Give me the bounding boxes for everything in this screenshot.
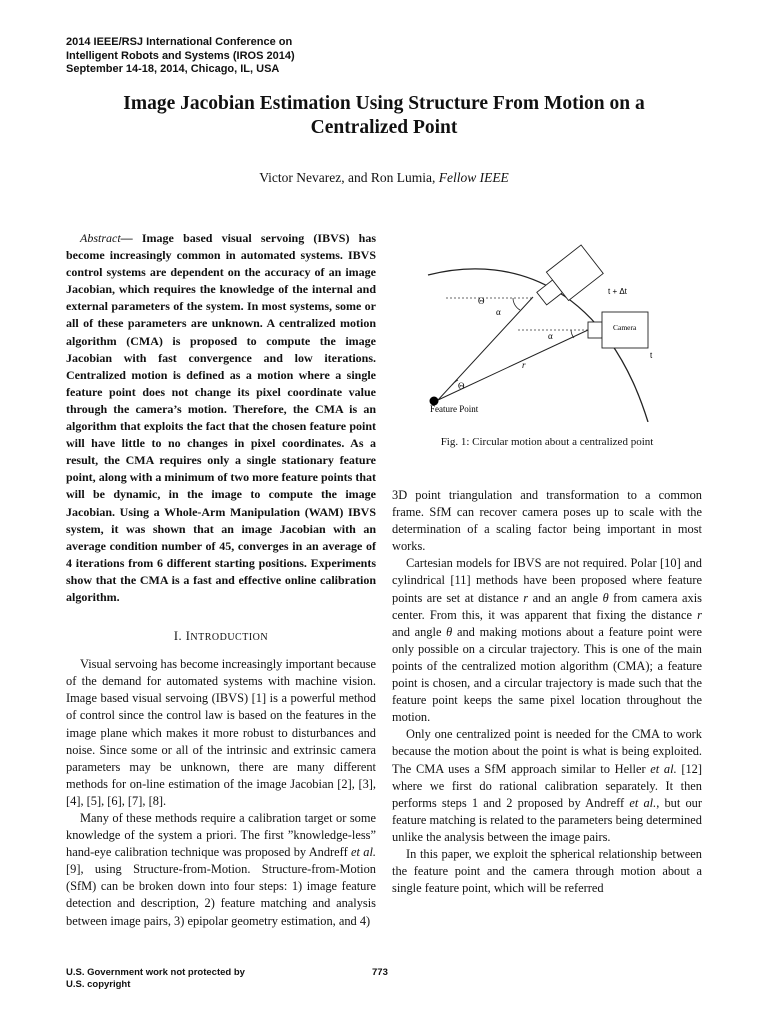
conference-line-3: September 14-18, 2014, Chicago, IL, USA xyxy=(66,63,280,75)
right-paragraph-0: 3D point triangulation and transformation to a common frame. SfM can recover camera poses up to scale with the determination of a scaling factor being important in most works. xyxy=(392,488,702,554)
section-number: I. xyxy=(173,629,186,644)
author-line xyxy=(60,170,708,186)
page-number: 773 xyxy=(372,967,388,978)
section-title-rest: NTRODUCTION xyxy=(190,632,269,644)
right-column xyxy=(392,487,702,897)
rp2-a: Only one centralized point is needed for the CMA to work because the motion about the point is what is being exploited. The CMA uses a SfM approach similar to Heller xyxy=(392,727,702,776)
rp1-b: and an angle xyxy=(528,590,603,605)
rp1-e: and making motions about a feature point were only possible on a circular trajectory. This is one of the main points of the centralized motion algorithm (CMA); a feature point is chosen, and a circular trajectory is made such that the feature point keeps the same pixel location throughout the motion. xyxy=(392,624,702,725)
intro-paragraph-1: Visual servoing has become increasingly important because of the demand for automated systems with machine vision. Image based visual servoing (IBVS) [1] is a powerful method of control since the control law is based on the features in the image plane which makes it more robust to disturbances and noise. Since some or all of the intrinsic and extrinsic camera parameters may be unknown, there are many different methods for on-line estimation of the image Jacobian [2], [3], [4], [5], [6], [7], [8]. xyxy=(66,657,376,808)
rp1-theta: θ xyxy=(602,590,609,605)
feature-point-label: Feature Point xyxy=(430,404,479,414)
intro-p2-part-a: Many of these methods require a calibration target or some knowledge of the system a priori. The first ”knowledge-less” hand-eye calibration technique was proposed by Andreff xyxy=(66,811,376,860)
r-label: r xyxy=(522,360,526,370)
left-column xyxy=(66,230,376,930)
circular-motion-figure xyxy=(408,232,698,422)
author-names: Victor Nevarez, and Ron Lumia, xyxy=(259,170,439,185)
rp1-c: from camera axis center. From this, it was apparent that fixing the distance xyxy=(392,590,703,622)
conference-line-1: 2014 IEEE/RSJ International Conference on xyxy=(66,36,293,48)
intro-p2-etal: et al. xyxy=(351,845,376,860)
paper-title xyxy=(60,92,708,140)
alpha-label-lower: α xyxy=(548,331,553,341)
rp2-etal-1: et al. xyxy=(650,761,677,776)
intro-paragraph-2 xyxy=(66,810,376,930)
alpha-label-upper: α xyxy=(496,307,501,317)
right-paragraph-3: In this paper, we exploit the spherical relationship between the feature point and the camera through motion about a single feature point, which will be referred xyxy=(392,846,702,896)
copyright-notice xyxy=(66,967,245,991)
figure-caption: Fig. 1: Circular motion about a centralized point xyxy=(440,436,654,448)
section-title-first: I xyxy=(185,629,191,644)
right-paragraph-2 xyxy=(392,726,702,846)
rp2-c: [12] where we first do rational calibration separately. It then performs steps 1 and 2 proposed by Andreff xyxy=(392,761,703,810)
author-suffix: Fellow IEEE xyxy=(438,170,509,185)
title-line-2: Centralized Point xyxy=(310,117,458,138)
abstract-text: — Image based visual servoing (IBVS) has become increasingly common in automated systems. IBVS control systems are dependent on the accuracy of an image Jacobian, which requires the knowledge of the internal and external parameters of the system. In most systems, some or all of these parameters are unknown. A centralized motion algorithm (CMA) is proposed to compute the image Jacobian with fast convergence and low iterations. Centralized motion is defined as a motion where a single feature point does not change its pixel coordinate value through the camera’s motion. Therefore, the CMA is an algorithm that exploits the fact that the chosen feature point will have little to no changes in pixel coordinates. As a result, the CMA requires only a single stationary feature point, along with a minimum of two more feature points that will be dynamic, in the image to compute the image Jacobian. Using a Whole-Arm Manipulation (WAM) IBVS system, it was shown that an image Jacobian with an average condition number of 45, converges in an average of 4 iterations from 6 different starting positions. Experiments show that the CMA is a fast and effective online calibration algorithm. xyxy=(66,231,376,604)
angle-arc-upper xyxy=(513,298,520,310)
title-line-1: Image Jacobian Estimation Using Structure From Motion on a xyxy=(123,93,645,114)
rp1-d: and angle xyxy=(392,624,447,639)
abstract-lead: Abstract xyxy=(80,231,121,245)
camera-label: Camera xyxy=(613,323,637,332)
rp1-r: r xyxy=(523,590,529,605)
conference-header xyxy=(66,36,295,77)
rp2-e: , but our feature matching is related to the parameters being determined unlike the analysis between the image pairs. xyxy=(392,795,702,844)
rp2-etal-2: et al. xyxy=(629,795,657,810)
intro-p2-part-c: [9], using Structure-from-Motion. Structure-from-Motion (SfM) can be broken down into four steps: 1) image feature detection and description, 2) feature matching and analysis between image pairs, 3) epipolar geometry estimation, and 4) xyxy=(66,862,376,928)
rp1-a: Cartesian models for IBVS are not required. Polar [10] and cylindrical [11] methods have been proposed where feature points are set at distance xyxy=(392,556,702,605)
conference-line-2: Intelligent Robots and Systems (IROS 2014) xyxy=(66,49,295,62)
theta-label-upper: Θ xyxy=(478,296,485,306)
camera-t-dt xyxy=(531,245,604,313)
copyright-line-2: U.S. copyright xyxy=(66,979,131,990)
section-heading xyxy=(66,628,376,646)
rp1-r2: r xyxy=(697,607,702,622)
time-label-t-dt: t + Δt xyxy=(608,287,627,296)
abstract xyxy=(66,230,376,606)
rp1-theta2: θ xyxy=(446,624,453,639)
right-paragraph-1 xyxy=(392,555,702,726)
time-label-t: t xyxy=(650,351,653,360)
camera-t-lens xyxy=(588,322,602,338)
copyright-line-1: U.S. Government work not protected by xyxy=(66,967,245,978)
theta-label-feature: Θ xyxy=(458,381,465,391)
